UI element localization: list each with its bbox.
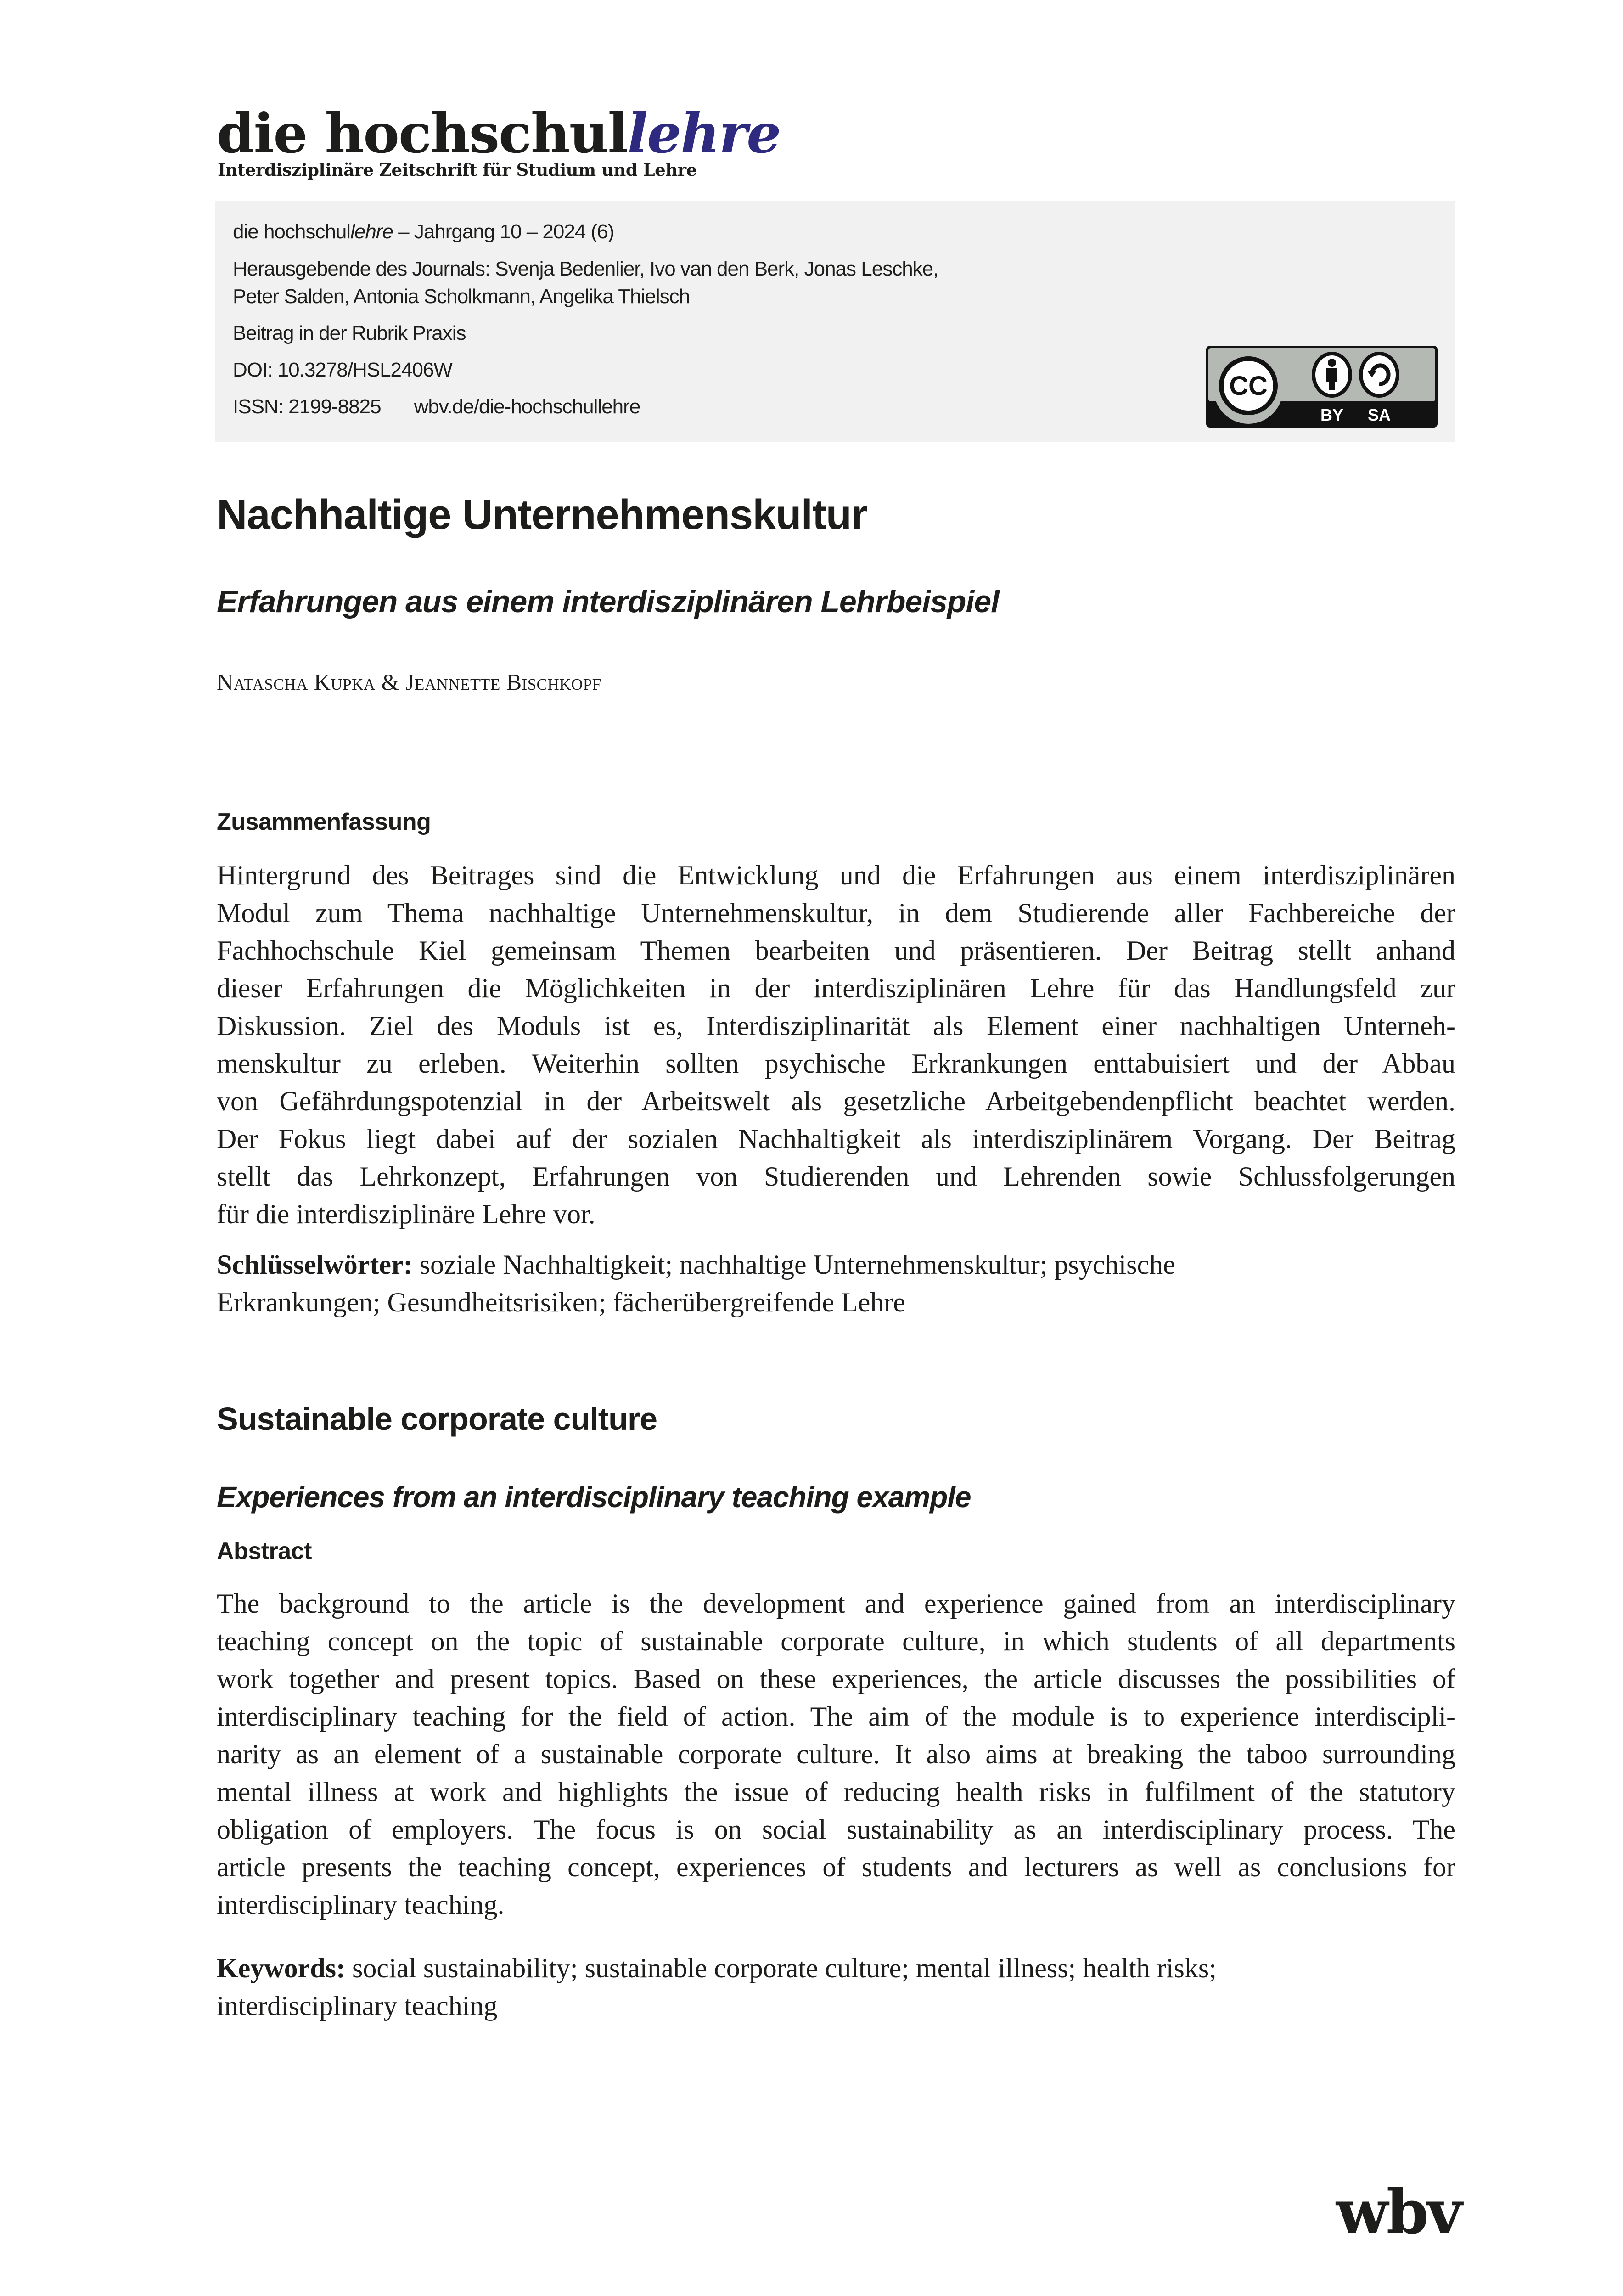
abstract-line: mental illness at work and highlights the issue of reducing health risks in fulfilment of the statutory: [217, 1777, 1455, 1807]
keywords-de-line-2: Erkrankungen; Gesundheitsrisiken; fächerübergreifende Lehre: [217, 1287, 905, 1317]
keywords-en-line-2: interdisciplinary teaching: [217, 1991, 498, 2021]
journal-name-italic: lehre: [350, 220, 393, 243]
abstract-line: interdisciplinary teaching.: [217, 1890, 505, 1920]
english-subtitle: Experiences from an interdisciplinary teaching example: [217, 1480, 971, 1514]
cc-by-sa-license-badge[interactable]: [1206, 345, 1438, 428]
keywords-de-label: Schlüsselwörter:: [217, 1249, 413, 1280]
abstract-line: obligation of employers. The focus is on social sustainability as an interdisciplinary process. The: [217, 1814, 1455, 1845]
abstract-line: article presents the teaching concept, experiences of students and lecturers as well as conclusions for: [217, 1852, 1455, 1882]
abstract-line: The background to the article is the development and experience gained from an interdisciplinary: [217, 1588, 1455, 1619]
journal-tagline: Interdisziplinäre Zeitschrift für Studium und Lehre: [218, 160, 697, 180]
license-sa-label: SA: [1367, 405, 1391, 424]
journal-name-prefix: die hochschul: [233, 220, 351, 243]
summary-line: Diskussion. Ziel des Moduls ist es, Interdisziplinarität als Element einer nachhaltigen Unterneh-: [217, 1011, 1455, 1041]
article-title: Nachhaltige Unternehmenskultur: [217, 491, 867, 538]
summary-line: Der Fokus liegt dabei auf der sozialen Nachhaltigkeit als interdisziplinärem Vorgang. Der Beitrag: [217, 1124, 1455, 1154]
editors-line-1: Herausgebende des Journals: Svenja Bedenlier, Ivo van den Berk, Jonas Leschke,: [233, 258, 938, 280]
issn: ISSN: 2199-8825: [233, 395, 381, 418]
summary-line: menskultur zu erleben. Weiterhin sollten psychische Erkrankungen enttabuisiert und der Abbau: [217, 1048, 1455, 1079]
journal-url-link[interactable]: wbv.de/die-hochschullehre: [414, 395, 640, 418]
logo-accent: lehre: [627, 101, 781, 165]
journal-volume: – Jahrgang 10 – 2024 (6): [393, 220, 614, 243]
summary-line: Fachhochschule Kiel gemeinsam Themen bearbeiten und präsentieren. Der Beitrag stellt anhand: [217, 935, 1455, 966]
attribution-icon: [1312, 352, 1352, 398]
license-by-label: BY: [1320, 405, 1344, 424]
doi[interactable]: DOI: 10.3278/HSL2406W: [233, 359, 452, 381]
summary-line: von Gefährdungspotenzial in der Arbeitswelt als gesetzliche Arbeitgebendenpflicht beachtet werden.: [217, 1086, 1455, 1116]
summary-line: für die interdisziplinäre Lehre vor.: [217, 1199, 595, 1229]
journal-logo: [217, 101, 781, 165]
journal-volume-line: [233, 222, 614, 242]
authors: Natascha Kupka & Jeannette Bischkopf: [217, 669, 601, 695]
keywords-en-text-1: social sustainability; sustainable corporate culture; mental illness; health risks;: [345, 1953, 1217, 1983]
summary-line: dieser Erfahrungen die Möglichkeiten in der interdisziplinären Lehre für das Handlungsfeld zur: [217, 973, 1455, 1003]
issn-url-line: [233, 397, 640, 417]
summary-line: stellt das Lehrkonzept, Erfahrungen von Studierenden und Lehrenden sowie Schlussfolgerungen: [217, 1161, 1455, 1192]
abstract-heading: Abstract: [217, 1538, 312, 1564]
editors-line-2: Peter Salden, Antonia Scholkmann, Angelika Thielsch: [233, 285, 690, 308]
publisher-logo: wbv: [1336, 2177, 1460, 2248]
abstract-line: interdisciplinary teaching for the field of action. The aim of the module is to experience interdiscipli-: [217, 1701, 1455, 1732]
rubric: Beitrag in der Rubrik Praxis: [233, 322, 466, 344]
cc-text: CC: [1229, 371, 1268, 401]
abstract-line: work together and present topics. Based on these experiences, the article discusses the possibilities of: [217, 1664, 1455, 1694]
english-title: Sustainable corporate culture: [217, 1401, 657, 1437]
article-subtitle: Erfahrungen aus einem interdisziplinären Lehrbeispiel: [217, 584, 1000, 619]
abstract-line: narity as an element of a sustainable corporate culture. It also aims at breaking the taboo surrounding: [217, 1739, 1455, 1769]
keywords-en-label: Keywords:: [217, 1953, 345, 1983]
logo-main: die hochschul: [217, 101, 628, 165]
summary-line: Hintergrund des Beitrages sind die Entwicklung und die Erfahrungen aus einem interdisziplinären: [217, 860, 1455, 890]
keywords-en-line-1: [217, 1954, 1455, 1982]
summary-line: Modul zum Thema nachhaltige Unternehmenskultur, in dem Studierende aller Fachbereiche der: [217, 898, 1455, 928]
summary-heading: Zusammenfassung: [217, 809, 431, 835]
cc-icon: [1213, 352, 1283, 424]
abstract-line: teaching concept on the topic of sustainable corporate culture, in which students of all departments: [217, 1626, 1455, 1656]
keywords-de-line-1: [217, 1251, 1455, 1278]
share-alike-icon: [1359, 352, 1399, 398]
keywords-de-text-1: soziale Nachhaltigkeit; nachhaltige Unternehmenskultur; psychische: [412, 1249, 1175, 1280]
